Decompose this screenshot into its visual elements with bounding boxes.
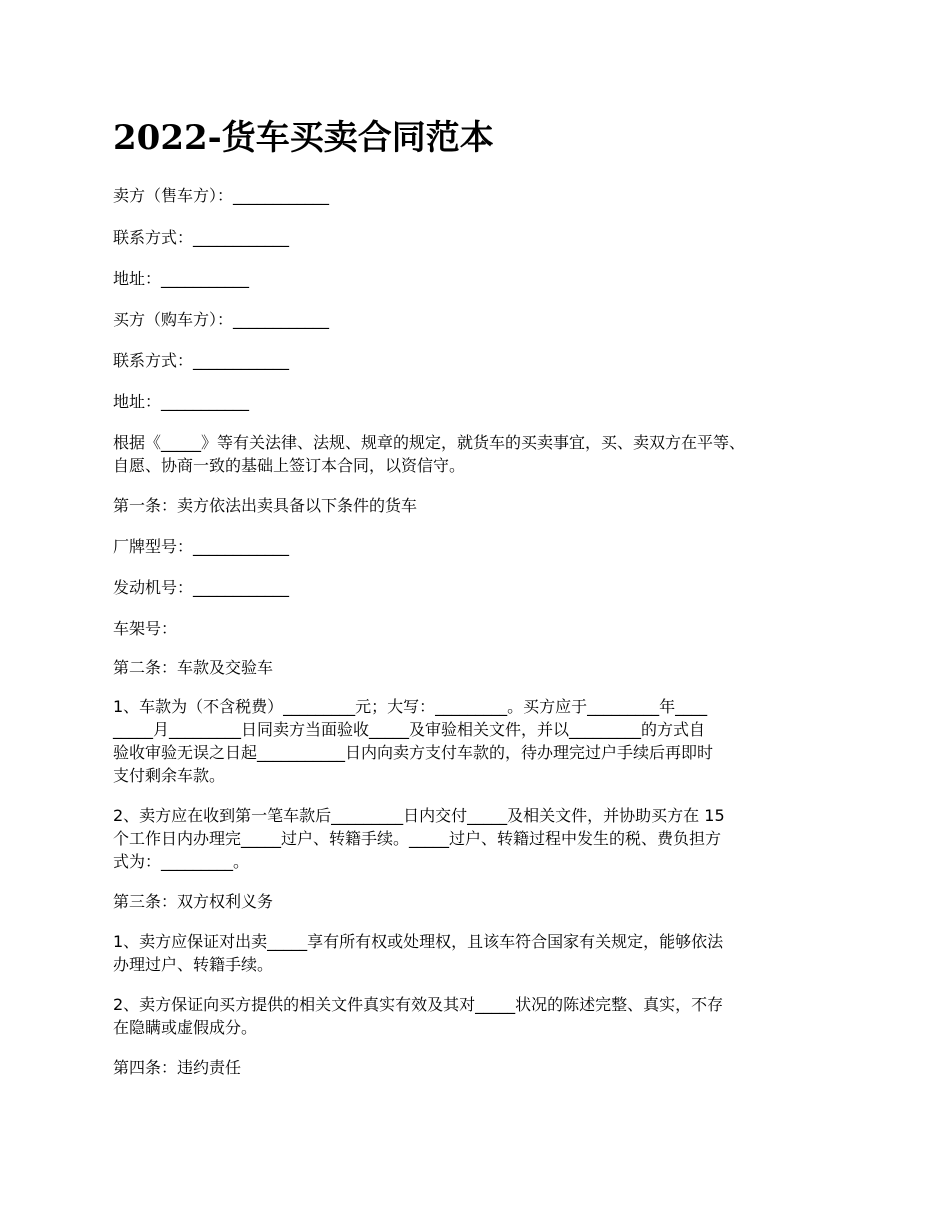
article-1-heading: 第一条：卖方依法出卖具备以下条件的货车 <box>113 496 418 515</box>
buyer-field: 买方（购车方）：____________ <box>113 310 330 329</box>
article-3-heading: 第三条：双方权利义务 <box>113 892 274 911</box>
buyer-address-field: 地址：___________ <box>113 392 250 411</box>
article-2-heading: 第二条：车款及交验车 <box>113 658 274 677</box>
article-2-clause-1-line-4: 支付剩余车款。 <box>113 766 226 785</box>
seller-address-field: 地址：___________ <box>113 269 250 288</box>
article-2-clause-2-line-1: 2、卖方应在收到第一笔车款后_________日内交付_____及相关文件，并协助买方在 15 <box>113 806 725 825</box>
article-3-clause-2-line-2: 在隐瞒或虚假成分。 <box>113 1018 258 1037</box>
article-3-clause-1-line-2: 办理过户、转籍手续。 <box>113 955 274 974</box>
article-2-clause-2-line-3: 式为：_________。 <box>113 852 250 871</box>
preamble-line-1: 根据《_____》等有关法律、法规、规章的规定，就货车的买卖事宜，买、卖双方在平等、 <box>113 433 746 452</box>
article-2-clause-1-line-2: _____月_________日同卖方当面验收_____及审验相关文件，并以_________的方式自 <box>113 720 706 739</box>
article-3-clause-2-line-1: 2、卖方保证向买方提供的相关文件真实有效及其对_____状况的陈述完整、真实，不存 <box>113 995 724 1014</box>
preamble-line-2: 自愿、协商一致的基础上签订本合同，以资信守。 <box>113 456 466 475</box>
article-2-clause-1-line-1: 1、车款为（不含税费）_________元；大写：_________。买方应于_________年____ <box>113 697 708 716</box>
engine-number-field: 发动机号：____________ <box>113 578 290 597</box>
buyer-contact-field: 联系方式：____________ <box>113 351 290 370</box>
article-4-heading: 第四条：违约责任 <box>113 1058 242 1077</box>
seller-field: 卖方（售车方）：____________ <box>113 186 330 205</box>
article-2-clause-1-line-3: 验收审验无误之日起___________日内向卖方支付车款的，待办理完过户手续后再即时 <box>113 743 714 762</box>
seller-contact-field: 联系方式：____________ <box>113 228 290 247</box>
document-title: 2022-货车买卖合同范本 <box>113 118 494 158</box>
brand-model-field: 厂牌型号：____________ <box>113 537 290 556</box>
article-2-clause-2-line-2: 个工作日内办理完_____过户、转籍手续。_____过户、转籍过程中发生的税、费负担方 <box>113 829 722 848</box>
frame-number-field: 车架号： <box>113 619 178 638</box>
article-3-clause-1-line-1: 1、卖方应保证对出卖_____享有所有权或处理权，且该车符合国家有关规定，能够依法 <box>113 932 724 951</box>
